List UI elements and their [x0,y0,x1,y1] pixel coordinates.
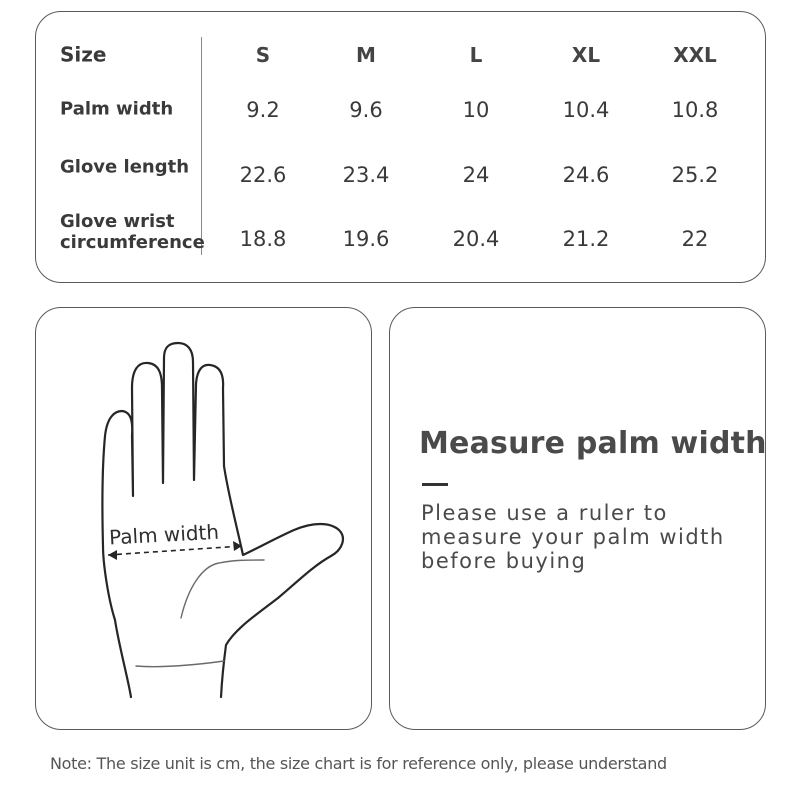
measure-arrowhead-left [108,550,117,560]
palm-width-l: 10 [462,98,490,122]
size-header-l: L [469,43,483,67]
glove-length-l: 24 [462,163,490,187]
palm-width-xl: 10.4 [562,98,610,122]
palm-width-label: Palm width [108,519,220,550]
glove-length-s: 22.6 [239,163,287,187]
glove-length-xl: 24.6 [562,163,610,187]
size-header-xxl: XXL [673,43,717,67]
wrist-line [136,661,224,667]
size-chart-table [35,11,766,283]
wrist-circumference-xl: 21.2 [562,227,610,251]
palm-width-m: 9.6 [349,98,383,122]
measure-title: Measure palm width [419,426,767,461]
measure-description: Please use a ruler to measure your palm width before buying [421,501,725,573]
glove-length-m: 23.4 [342,163,390,187]
measure-instructions-card [389,307,766,730]
wrist-circumference-xxl: 22 [681,227,709,251]
hand-outline [102,343,343,697]
glove-length-xxl: 25.2 [671,163,719,187]
hand-outline-icon [36,308,373,731]
palm-width-xxl: 10.8 [671,98,719,122]
size-header-xl: XL [571,43,601,67]
palm-width-s: 9.2 [246,98,280,122]
title-underline [422,483,448,486]
row-label-palm-width: Palm width [60,98,174,120]
size-header-m: M [356,43,376,67]
size-header-label: Size [60,42,107,67]
size-header-s: S [255,43,271,67]
palm-crease [181,560,264,618]
wrist-circumference-l: 20.4 [452,227,500,251]
size-unit-note: Note: The size unit is cm, the size chart is for reference only, please understand [50,754,667,773]
wrist-circumference-s: 18.8 [239,227,287,251]
hand-illustration-card [35,307,372,730]
wrist-circumference-m: 19.6 [342,227,390,251]
row-label-glove-length: Glove length [60,156,190,178]
row-label-glove-wrist-circumference: Glove wrist circumference [60,211,205,253]
